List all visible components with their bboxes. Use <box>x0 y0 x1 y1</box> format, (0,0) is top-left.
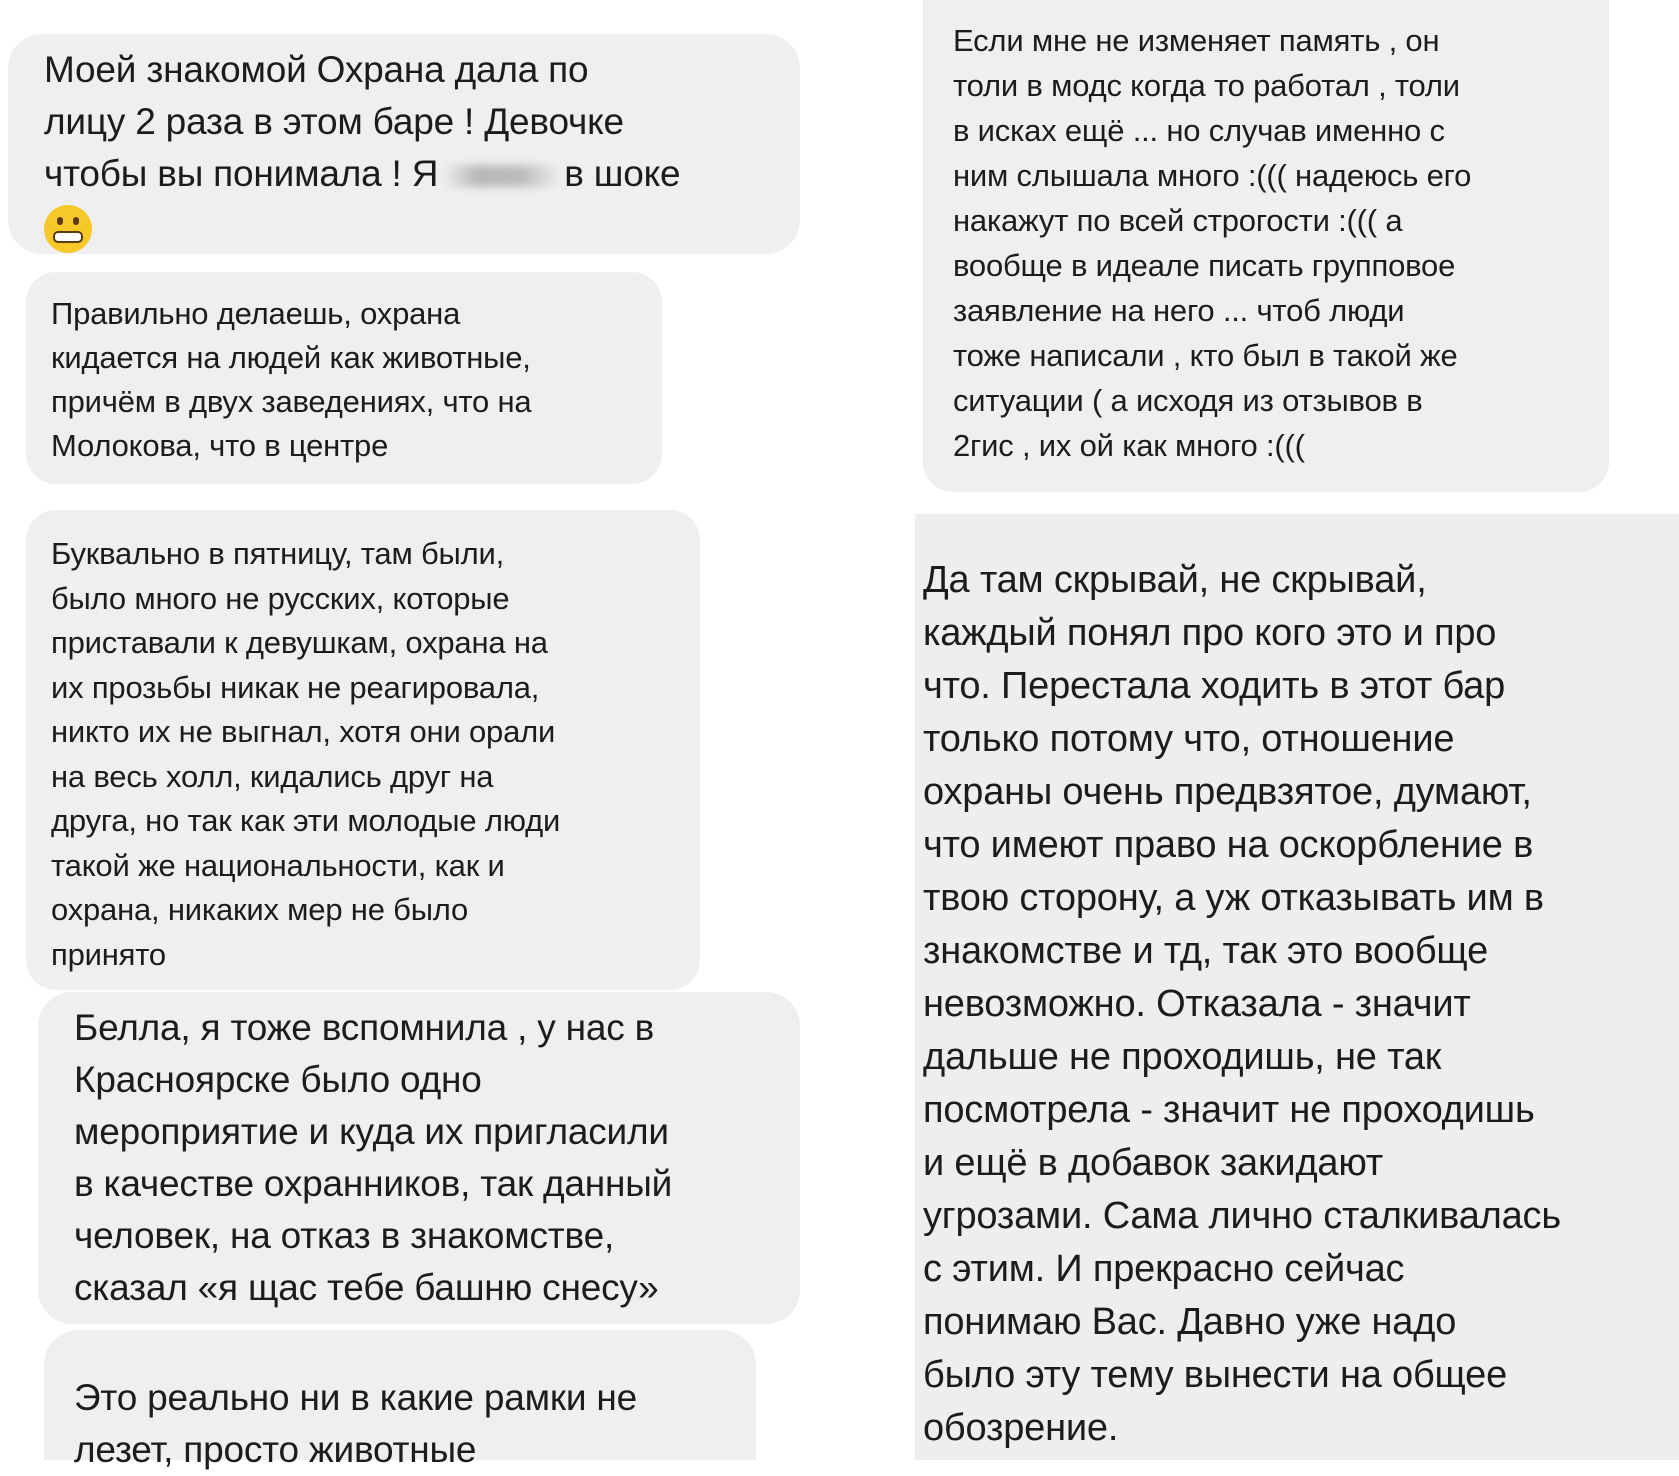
message-bubble-4 <box>38 992 800 1324</box>
message-bubble-5 <box>44 1330 756 1470</box>
message-text-2: Правильно делаешь, охрана кидается на людей как животные, причём в двух заведениях, что на Молокова, что в центре <box>51 296 532 463</box>
grimacing-face-icon <box>44 205 92 253</box>
message-text-7: Да там скрывай, не скрывай, каждый понял про кого это и про что. Перестала ходить в этот бар только потому что, отношение охраны очень предвзятое, думают, что имеют право на оскорбление в твою сторону, а уж отказывать им в знакомстве и тд, так это вообще невозможно. Отказала - значит дальше не проходишь, не так посмотрела - значит не проходишь и ещё в добавок закидают угрозами. Сама лично сталкивалась с этим. И прекрасно сейчас понимаю Вас. Давно уже надо было эту тему вынести на общее обозрение. <box>923 559 1561 1449</box>
message-text-5: Это реально ни в какие рамки не лезет, просто животные <box>74 1377 638 1470</box>
right-screenshot-column <box>915 0 1679 1460</box>
message-bubble-6 <box>923 0 1609 492</box>
message-text-1b: в шоке <box>564 153 681 194</box>
message-bubble-2 <box>26 272 662 484</box>
left-screenshot-column <box>0 0 810 1470</box>
message-text-3: Буквально в пятницу, там были, было много не русских, которые приставали к девушкам, охрана на их прозьбы никак не реагировала, никто их не выгнал, хотя они орали на весь холл, кидались друг на друга, но так как эти молодые люди такой же национальности, как и охрана, никаких мер не было принято <box>51 536 561 972</box>
message-text-6: Если мне не изменяет память , он толи в модс когда то работал , толи в исках ещё ... но случав именно с ним слышала много :((( надеюсь его накажут по всей строгости :((( а вообще в идеале писать групповое заявление на него ... чтоб люди тоже написали , кто был в такой же ситуации ( а исходя из отзывов в 2гис , их ой как много :((( <box>953 23 1472 463</box>
message-bubble-3 <box>26 510 700 990</box>
message-bubble-1 <box>8 34 800 254</box>
message-text-1a: Моей знакомой Охрана дала по лицу 2 раза в этом баре ! Девочке чтобы вы понимала ! Я <box>44 49 624 194</box>
blurred-name <box>446 165 556 187</box>
message-bubble-7 <box>915 514 1679 1460</box>
message-text-4: Белла, я тоже вспомнила , у нас в Красноярске было одно мероприятие и куда их пригласили в качестве охранников, так данный человек, на отказ в знакомстве, сказал «я щас тебе башню снесу» <box>74 1007 673 1308</box>
